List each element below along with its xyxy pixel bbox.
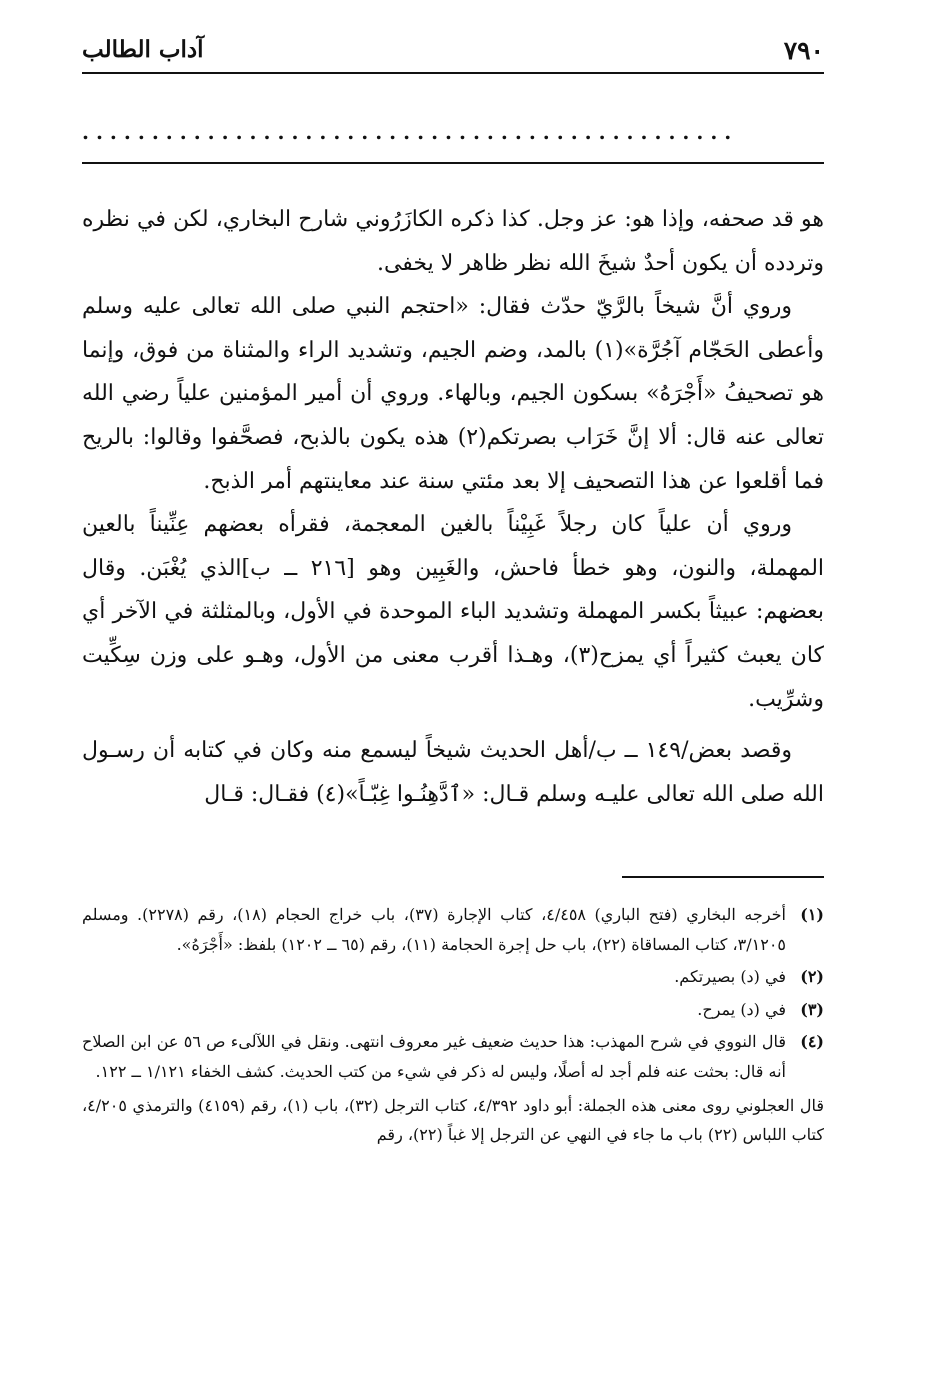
footnote-text: قال النووي في شرح المهذب: هذا حديث ضعيف غير معروف انتهى. ونقل في اللآلىء ص ٥٦ عن ابن الصلاح أنه قال: بحثت عنه فلم أجد له أصلًا، وليس له ذكر في شيء من كتب الحديث. كشف الخفاء ١/١٢١ ــ ١٢٢. [82, 1032, 786, 1081]
footnote-number: (٣) [800, 999, 824, 1019]
separator-rule [82, 162, 824, 164]
footnote-text: في (د) بصيرتكم. [674, 967, 786, 987]
footnote-text: في (د) يمرح. [697, 999, 786, 1019]
footnotes [82, 900, 824, 1150]
footnote-2 [82, 962, 824, 992]
footnote-number: (١) [800, 905, 824, 924]
footnote-4 [82, 1027, 824, 1086]
footnote-number: (٢) [800, 967, 824, 987]
page-header [82, 36, 824, 70]
paragraph: هو قد صحفه، وإذا هو: عز وجل. كذا ذكره الكازَرُوني شارح البخاري، لكن في نظره وتردده أن يكون أحدٌ شيخَ الله نظر ظاهر لا يخفى. [82, 207, 824, 276]
footnote-text: أخرجه البخاري (فتح الباري) ٤/٤٥٨، كتاب الإجارة (٣٧)، باب خراج الحجام (١٨)، رقم (٢٢٧٨). ومسلم ٣/١٢٠٥، كتاب المساقاة (٢٢)، باب حل إجرة الحجامة (١١)، رقم (٦٥ ــ ١٢٠٢) بلفظ: «أَجْرَهُ». [82, 905, 786, 954]
footnote-1 [82, 900, 824, 959]
footnote-number: (٤) [800, 1032, 824, 1052]
ellipsis-line: ............................................... [82, 120, 739, 140]
paragraph: وروي أن علياً كان رجلاً غَبِيْناً بالغين المعجمة، فقرأه بعضهم عِنِّيناً بالعين المهملة، والنون، وهو خطأ فاحش، والغَبِين وهو [٢١٦ ــ ب]الذي يُغْبَن. وقال بعضهم: عبيثاً بكسر المهملة وتشديد الباء الموحدة في الأول، وبالمثلثة في الآخر أي كان يعبث كثيراً أي يمزح(٣)، وهـذا أقرب معنى من الأول، وهـو على وزن سِكِّيت وشرِّيب. [82, 512, 825, 712]
paragraph: وروي أنَّ شيخاً بالرَّيّ حدّث فقال: «احتجم النبي صلى الله تعالى عليه وسلم وأعطى الحَجّام آجُرَّة»(١) بالمد، وضم الجيم، وتشديد الراء والمثناة من فوق، وإنما هو تصحيفُ «أَجْرَهُ» بسكون الجيم، وبالهاء. وروي أن أمير المؤمنين علياً رضي الله تعالى عنه قال: ألا إنَّ خَرَاب بصرتكم(٢) هذه يكون بالذبح، فصحَّفوا وقالوا: بالريح فما أقلعوا عن هذا التصحيف إلا بعد مئتي سنة عند معاينتهم أمر الذبح. [82, 294, 825, 494]
paragraph: وقصد بعض/١٤٩ ــ ب/أهل الحديث شيخاً ليسمع منه وكان في كتابه أن رسـول الله صلى الله تعالى عليـه وسلم قـال: «ٱدَّهِنُـوا غِبّـاً»(٤) فقـال: قـال [82, 738, 824, 807]
running-title: آداب الطالب [82, 36, 204, 63]
footnote-continuation: قال العجلوني روى معنى هذه الجملة: أبو داود ٤/٣٩٢، كتاب الترجل (٣٢)، باب (١)، رقم (٤١٥٩) والترمذي ٤/٢٠٥، كتاب اللباس (٢٢) باب ما جاء في النهي عن الترجل إلا غباً (٢٢)، رقم [82, 1095, 825, 1145]
header-rule [82, 72, 824, 74]
footnote-rule [622, 876, 824, 878]
footnote-3 [82, 995, 824, 1025]
main-text [82, 198, 824, 816]
page-number: ٧٩٠ [783, 36, 824, 65]
